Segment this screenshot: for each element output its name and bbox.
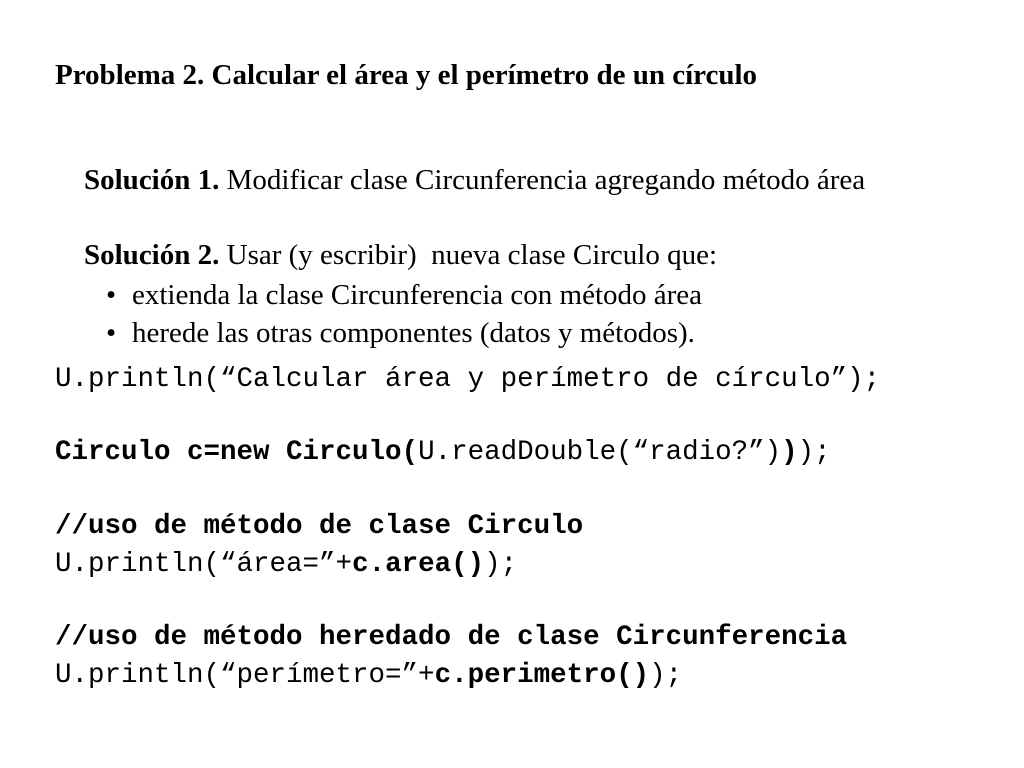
code-bold-segment: Circulo c=new Circulo( — [55, 437, 419, 468]
code-line-println-intro: U.println(“Calcular área y perímetro de círculo”); — [55, 364, 881, 395]
code-bold-segment: c.perimetro() — [434, 660, 650, 691]
solution-1-label: Solución 1. — [84, 164, 220, 196]
solution-2-label: Solución 2. — [84, 239, 220, 271]
code-bold-segment: c.area() — [352, 549, 485, 580]
slide — [55, 0, 1020, 768]
problem-title: Problema 2. Calcular el área y el perímetro de un círculo — [55, 59, 758, 91]
bullet-text: extienda la clase Circunferencia con método área — [132, 279, 703, 311]
code-bold-segment: ) — [781, 437, 798, 468]
code-normal-segment: ); — [797, 437, 831, 468]
code-normal-segment: U.println(“área=”+ — [55, 549, 353, 580]
bullet-text: herede las otras componentes (datos y métodos). — [132, 317, 695, 349]
code-comment-circunferencia: //uso de método heredado de clase Circunferencia — [55, 622, 848, 653]
solution-2-text: Usar (y escribir) nueva clase Circulo que: — [219, 239, 718, 271]
code-line-new-circulo — [55, 439, 831, 467]
code-comment-circulo: //uso de método de clase Circulo — [55, 511, 584, 542]
solution-1 — [55, 137, 865, 224]
code-line-area — [55, 551, 517, 579]
solution-1-text: Modificar clase Circunferencia agregando método área — [219, 164, 866, 196]
code-normal-segment: U.readDouble(“radio?”) — [418, 437, 782, 468]
bullet-icon: • — [106, 279, 117, 311]
code-normal-segment: ); — [649, 660, 683, 691]
code-normal-segment: ); — [484, 549, 518, 580]
code-normal-segment: U.println(“perímetro=”+ — [55, 660, 435, 691]
code-line-perimetro — [55, 662, 682, 690]
bullet-icon: • — [106, 317, 117, 349]
